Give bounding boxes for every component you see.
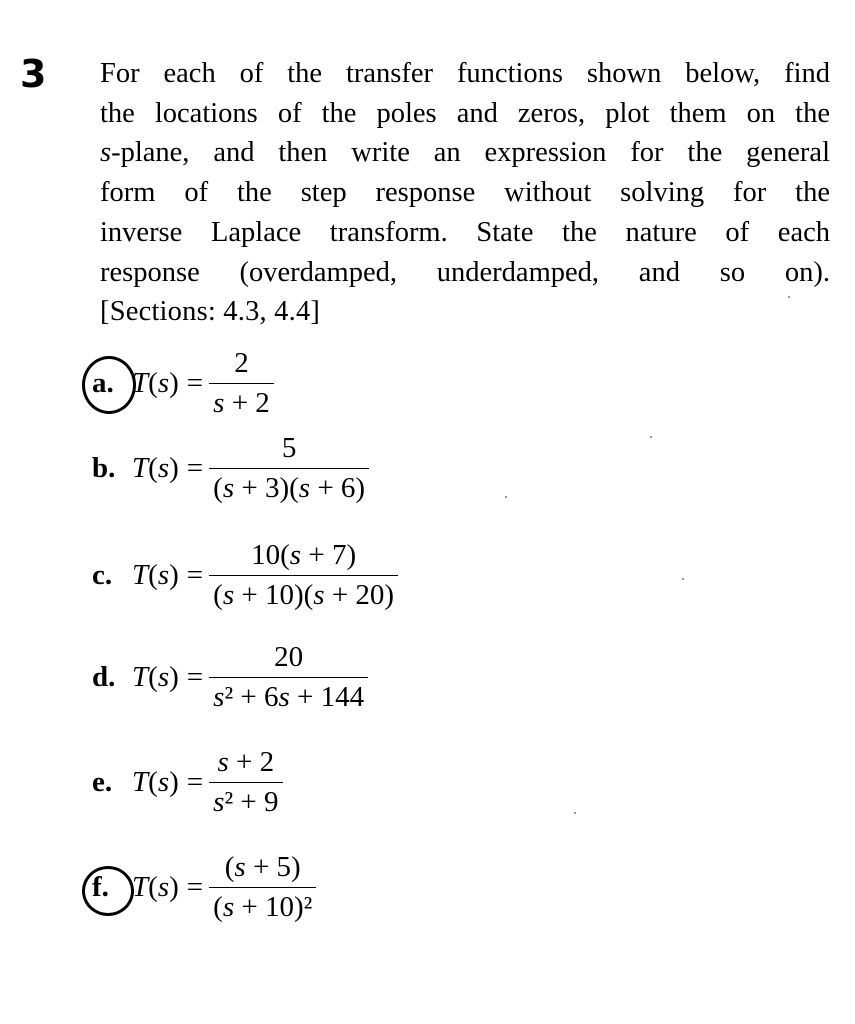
scan-speck — [650, 436, 652, 438]
prompt-line-5: inverse Laplace transform. State the nature of each — [100, 216, 830, 248]
equation-label: e. — [92, 766, 113, 799]
fraction-bar — [209, 575, 398, 576]
fraction — [209, 746, 282, 820]
numerator: 10(s + 7) — [251, 539, 357, 571]
numerator: 2 — [234, 347, 249, 379]
equals-sign: = — [186, 766, 204, 799]
equation-lhs: T(s) — [132, 452, 179, 485]
equation-label: a. — [92, 367, 114, 400]
equation-label: d. — [92, 661, 116, 694]
prompt-line-3 — [100, 133, 830, 173]
numerator: s + 2 — [217, 746, 275, 778]
equation-e — [92, 746, 283, 820]
scan-speck — [682, 578, 684, 580]
equals-sign: = — [186, 559, 204, 592]
equation-lhs: T(s) — [132, 559, 179, 592]
denominator: s² + 6s + 144 — [213, 681, 365, 714]
numerator: (s + 5) — [224, 851, 301, 883]
fraction-bar — [209, 782, 282, 783]
fraction — [209, 347, 274, 421]
numerator: 5 — [281, 432, 297, 464]
prompt-line-6: response (overdamped, underdamped, and so on). — [100, 256, 830, 288]
denominator: (s + 10)(s + 20) — [213, 579, 395, 612]
fraction — [209, 432, 369, 506]
equation-lhs: T(s) — [132, 661, 179, 694]
denominator: s + 2 — [213, 387, 270, 420]
equation-d — [92, 641, 368, 715]
equation-lhs: T(s) — [132, 766, 179, 799]
denominator: s² + 9 — [213, 786, 279, 819]
equals-sign: = — [186, 452, 204, 485]
denominator: (s + 10)² — [213, 891, 313, 924]
question-number: 3 — [20, 52, 47, 96]
fraction-bar — [209, 468, 369, 469]
prompt-line-4: form of the step response without solving for the — [100, 177, 830, 209]
denominator: (s + 3)(s + 6) — [213, 472, 366, 505]
equation-f — [92, 851, 316, 925]
fraction-bar — [209, 383, 274, 384]
equals-sign: = — [186, 367, 204, 400]
equation-lhs: T(s) — [132, 367, 179, 400]
scan-speck — [574, 812, 576, 814]
fraction-bar — [209, 887, 316, 888]
equation-label: c. — [92, 559, 113, 592]
scan-speck — [788, 296, 790, 298]
equation-label: f. — [92, 871, 109, 904]
prompt-line-3-rest: -plane, and then write an expression for the general — [111, 137, 830, 169]
equation-label: b. — [92, 452, 116, 485]
s-variable: s — [100, 137, 112, 169]
equation-a — [92, 347, 274, 421]
equals-sign: = — [186, 871, 204, 904]
prompt-line-1: For each of the transfer functions shown below, find — [100, 58, 830, 89]
fraction — [209, 641, 368, 715]
prompt-line-7: [Sections: 4.3, 4.4] — [100, 296, 321, 328]
fraction — [209, 539, 398, 613]
problem-statement — [100, 54, 830, 332]
fraction — [209, 851, 316, 925]
equation-b — [92, 432, 369, 506]
numerator: 20 — [274, 641, 304, 673]
prompt-line-2: the locations of the poles and zeros, plot them on the — [100, 97, 830, 129]
scan-speck — [505, 496, 507, 498]
equals-sign: = — [186, 661, 204, 694]
equation-c — [92, 539, 398, 613]
equation-lhs: T(s) — [132, 871, 179, 904]
fraction-bar — [209, 677, 368, 678]
